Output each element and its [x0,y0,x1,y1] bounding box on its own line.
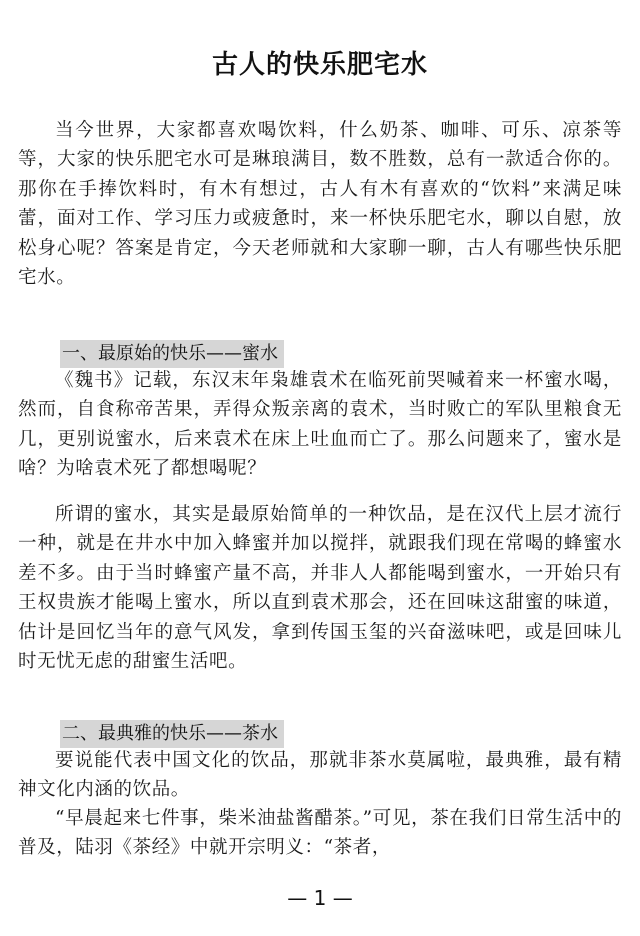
section-1-paragraph-1: 《魏书》记载，东汉末年枭雄袁术在临死前哭喊着来一杯蜜水喝，然而，自食称帝苦果，弄得众叛亲离的袁术，当时败亡的军队里粮食无几，更别说蜜水，后来袁术在床上吐血而亡了。那么问题来了，蜜水是啥？为啥袁术死了都想喝呢？ [18,370,622,480]
section-heading-honey-water: 一、最原始的快乐——蜜水 [60,340,284,368]
page-title: 古人的快乐肥宅水 [211,50,428,80]
intro-paragraph: 当今世界，大家都喜欢喝饮料，什么奶茶、咖啡、可乐、凉茶等等，大家的快乐肥宅水可是琳琅满目，数不胜数，总有一款适合你的。那你在手捧饮料时，有木有想过，古人有木有喜欢的“饮料”来满足味蕾，面对工作、学习压力或疲惫时，来一杯快乐肥宅水，聊以自慰，放松身心呢？答案是肯定，今天老师就和大家聊一聊，古人有哪些快乐肥宅水。 [18,120,622,289]
section-heading-tea-water: 二、最典雅的快乐——茶水 [60,720,284,748]
section-1-paragraph-2: 所谓的蜜水，其实是最原始简单的一种饮品，是在汉代上层才流行一种，就是在井水中加入蜂蜜并加以搅拌，就跟我们现在常喝的蜂蜜水差不多。由于当时蜂蜜产量不高，并非人人都能喝到蜜水，一开始只有王权贵族才能喝上蜜水，所以直到袁术那会，还在回味这甜蜜的味道，估计是回忆当年的意气风发，拿到传国玉玺的兴奋滋味吧，或是回味儿时无忧无虑的甜蜜生活吧。 [18,504,622,673]
page-number: — 1 — [287,886,353,910]
section-2-paragraph-2: “早晨起来七件事，柴米油盐酱醋茶。”可见，茶在我们日常生活中的普及，陆羽《茶经》中就开宗明义：“茶者， [18,808,622,859]
section-2-paragraph-1: 要说能代表中国文化的饮品，那就非茶水莫属啦，最典雅，最有精神文化内涵的饮品。 [18,750,622,801]
